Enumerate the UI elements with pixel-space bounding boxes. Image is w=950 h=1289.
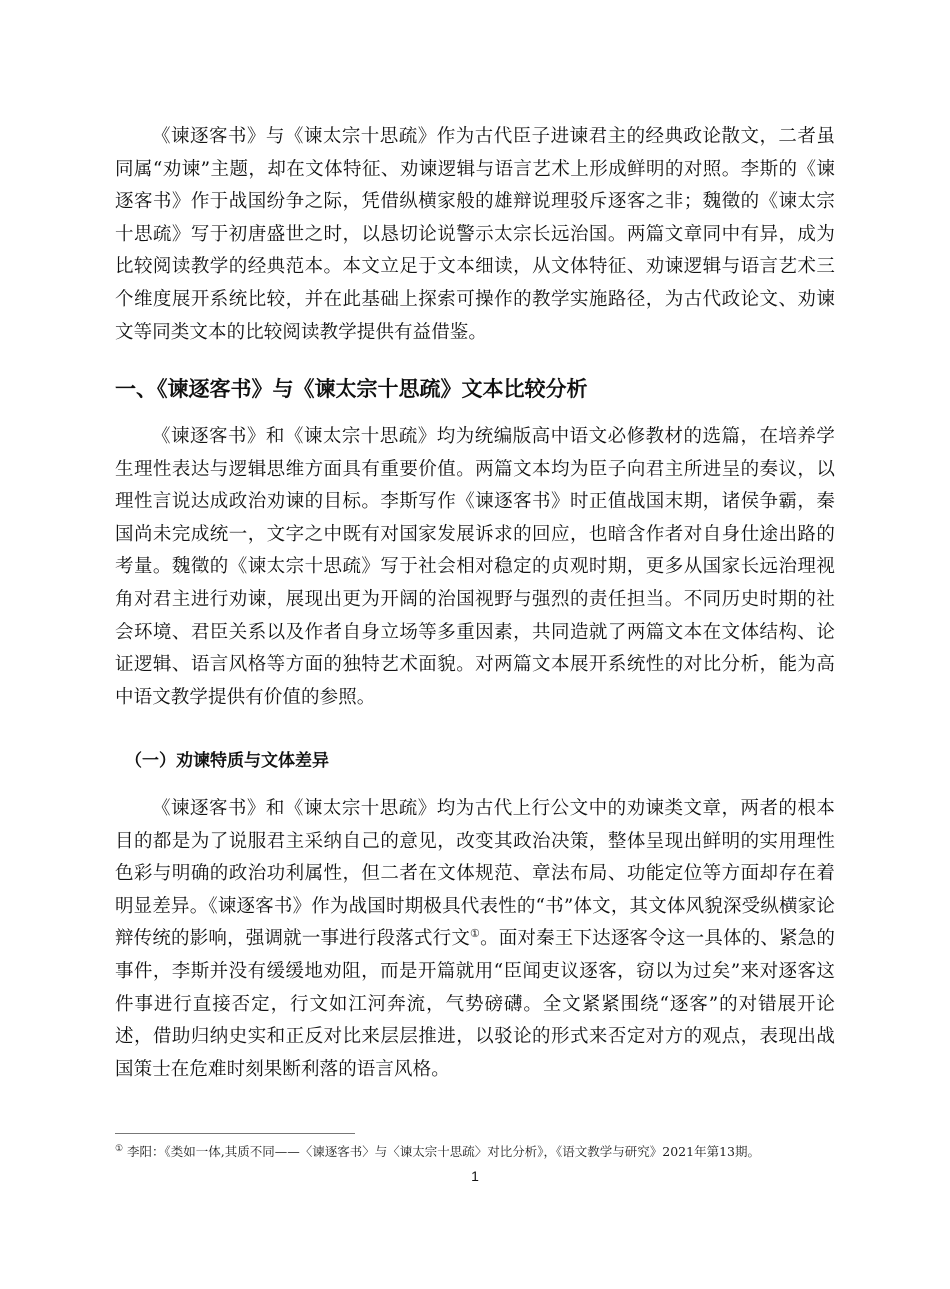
footnote <box>115 1143 850 1161</box>
subsection-paragraph <box>115 793 835 1086</box>
subsection-paragraph-part-1: 《谏逐客书》和《谏太宗十思疏》均为古代上行公文中的劝谏类文章，两者的根本目的都是为了说服君主采纳自己的意见，改变其政治决策，整体呈现出鲜明的实用理性色彩与明确的政治功利属性，但二者在文体规范、章法布局、功能定位等方面却存在着明显差异。《谏逐客书》作为战国时期极具代表性的“书”体文，其文体风貌深受纵横家论辩传统的影响，强调就一事进行段落式行文 <box>115 798 835 950</box>
footnote-marker: ① <box>115 1143 124 1154</box>
page-number: 1 <box>471 1168 479 1184</box>
footnote-text: 李阳：《类如一体,其质不同——〈谏逐客书〉与〈谏太宗十思疏〉对比分析》，《语文教学与研究》2021年第13期。 <box>123 1144 760 1159</box>
section-paragraph: 《谏逐客书》和《谏太宗十思疏》均为统编版高中语文必修教材的选篇，在培养学生理性表达与逻辑思维方面具有重要价值。两篇文本均为臣子向君主所进呈的奏议，以理性言说达成政治劝谏的目标。李斯写作《谏逐客书》时正值战国末期，诸侯争霸，秦国尚未完成统一，文字之中既有对国家发展诉求的回应，也暗含作者对自身仕途出路的考量。魏徵的《谏太宗十思疏》写于社会相对稳定的贞观时期，更多从国家长远治理视角对君主进行劝谏，展现出更为开阔的治国视野与强烈的责任担当。不同历史时期的社会环境、君臣关系以及作者自身立场等多重因素，共同造就了两篇文本在文体结构、论证逻辑、语言风格等方面的独特艺术面貌。对两篇文本展开系统性的对比分析，能为高中语文教学提供有价值的参照。 <box>115 426 835 708</box>
subsection-heading: （一）劝谏特质与文体差异 <box>125 751 329 771</box>
intro-paragraph: 《谏逐客书》与《谏太宗十思疏》作为古代臣子进谏君主的经典政论散文，二者虽同属“劝谏”主题，却在文体特征、劝谏逻辑与语言艺术上形成鲜明的对照。李斯的《谏逐客书》作于战国纷争之际，凭借纵横家般的雄辩说理驳斥逐客之非；魏徵的《谏太宗十思疏》写于初唐盛世之时，以恳切论说警示太宗长远治国。两篇文章同中有异，成为比较阅读教学的经典范本。本文立足于文本细读，从文体特征、劝谏逻辑与语言艺术三个维度展开系统比较，并在此基础上探索可操作的教学实施路径，为古代政论文、劝谏文等同类文本的比较阅读教学提供有益借鉴。 <box>115 126 835 343</box>
footnote-reference: ① <box>470 927 481 941</box>
section-heading: 一、《谏逐客书》与《谏太宗十思疏》文本比较分析 <box>115 377 588 401</box>
subsection-paragraph-part-2: 。面对秦王下达逐客令这一具体的、紧急的事件，李斯并没有缓缓地劝阻，而是开篇就用“臣闻吏议逐客，窃以为过矣”来对逐客这件事进行直接否定，行文如江河奔流，气势磅礴。全文紧紧围绕“逐客”的对错展开论述，借助归纳史实和正反对比来层层推进，以驳论的形式来否定对方的观点，表现出战国策士在危难时刻果断利落的语言风格。 <box>115 928 835 1080</box>
footnote-separator <box>115 1133 355 1134</box>
